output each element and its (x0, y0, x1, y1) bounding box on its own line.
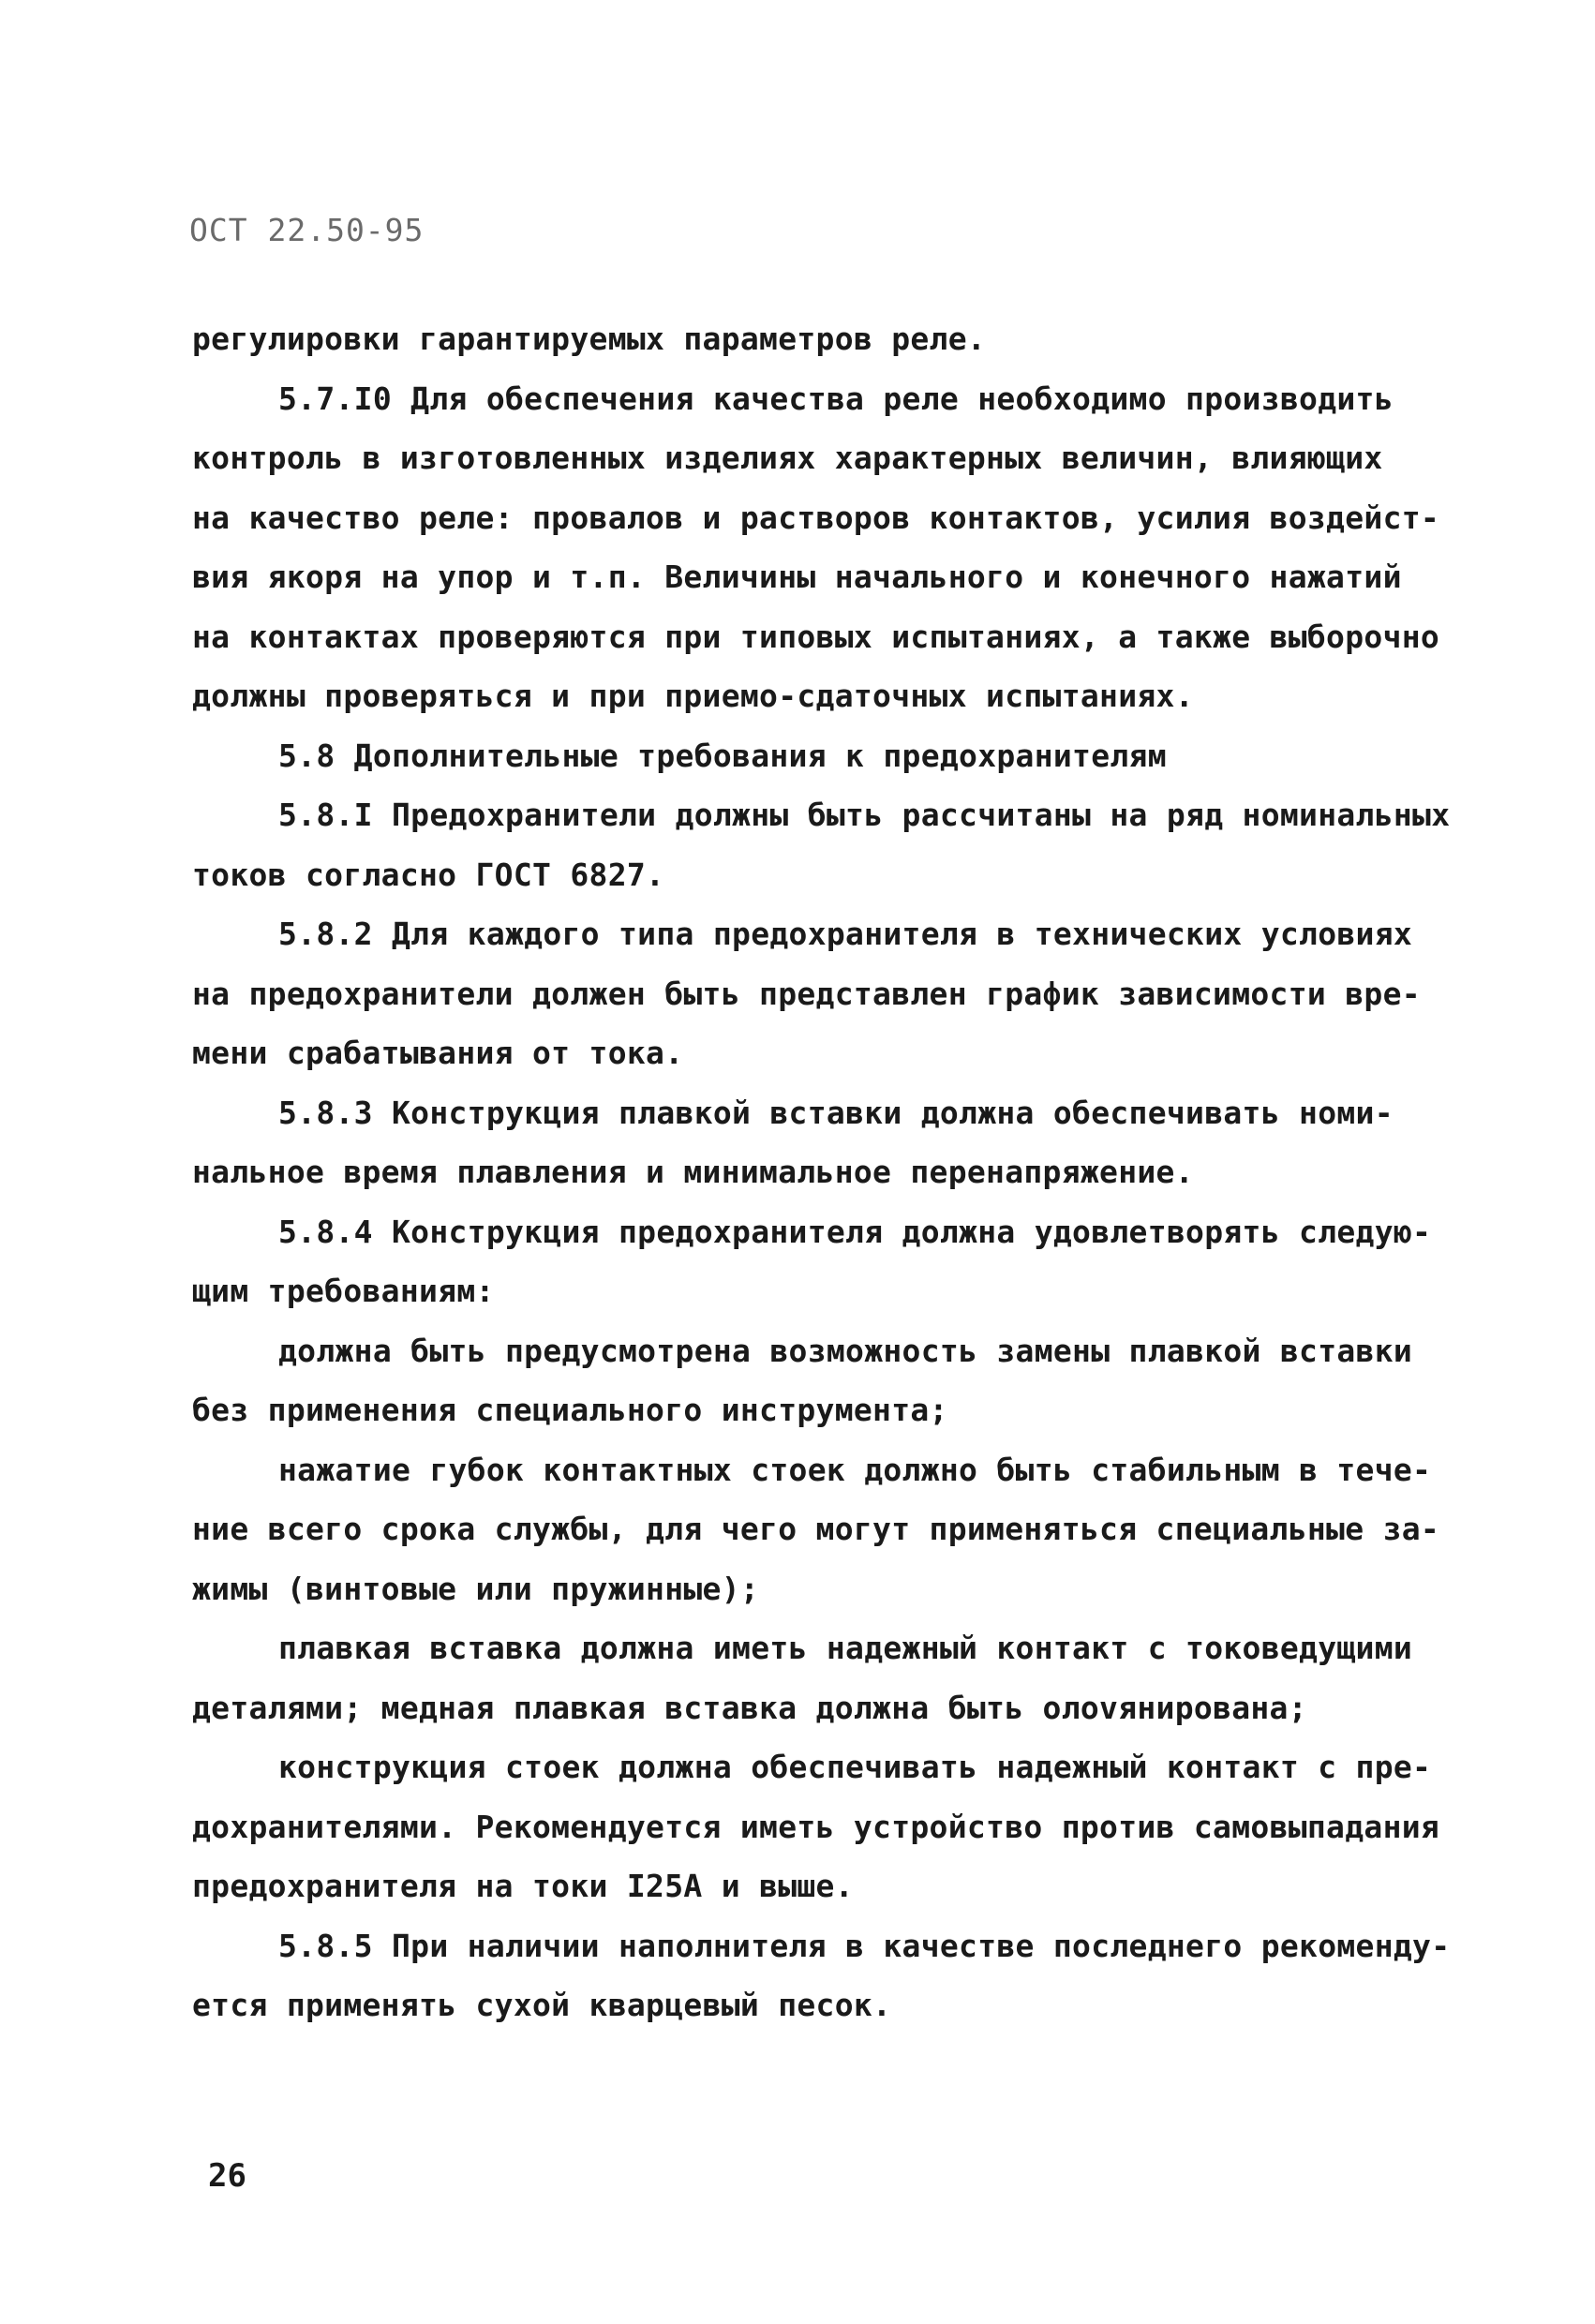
text-line: жимы (винтовые или пружинные); (192, 1570, 760, 1607)
text-line: ние всего срока службы, для чего могут применяться специальные за- (192, 1511, 1440, 1547)
text-line: регулировки гарантируемых параметров реле. (192, 320, 987, 357)
requirement-item: нажатие губок контактных стоек должно быть стабильным в тече- (278, 1451, 1432, 1488)
paragraph-5-7-10: 5.7.I0 Для обеспечения качества реле необходимо производить (278, 380, 1394, 417)
text-line: вия якоря на упор и т.п. Величины начального и конечного нажатий (192, 559, 1402, 595)
paragraph-5-8-3: 5.8.3 Конструкция плавкой вставки должна обеспечивать номи- (278, 1094, 1394, 1131)
text-line: деталями; медная плавкая вставка должна быть олovянирована; (192, 1689, 1307, 1726)
text-line: дохранителями. Рекомендуется иметь устройство против самовыпадания (192, 1808, 1440, 1845)
text-line: предохранителя на токи I25A и выше. (192, 1868, 854, 1904)
requirement-item: конструкция стоек должна обеспечивать надежный контакт с пре- (278, 1749, 1432, 1785)
body-text (192, 309, 1451, 2035)
text-line: без применения специального инструмента; (192, 1392, 948, 1428)
paragraph-5-8-4: 5.8.4 Конструкция предохранителя должна удовлетворять следую- (278, 1213, 1432, 1250)
text-line: токов согласно ГОСТ 6827. (192, 856, 665, 893)
text-line: контроль в изготовленных изделиях характерных величин, влияющих (192, 439, 1383, 476)
text-line: нальное время плавления и минимальное перенапряжение. (192, 1154, 1194, 1190)
text-line: на предохранители должен быть представлен график зависимости вре- (192, 975, 1421, 1012)
requirement-item: плавкая вставка должна иметь надежный контакт с токоведущими (278, 1630, 1413, 1666)
text-line: на качество реле: провалов и растворов контактов, усилия воздейст- (192, 499, 1440, 536)
text-line: на контактах проверяются при типовых испытаниях, а также выборочно (192, 618, 1440, 655)
paragraph-5-8-2: 5.8.2 Для каждого типа предохранителя в технических условиях (278, 916, 1413, 952)
paragraph-5-8-1: 5.8.I Предохранители должны быть рассчитаны на ряд номинальных (278, 797, 1451, 833)
text-line: мени срабатывания от тока. (192, 1035, 684, 1071)
page-number: 26 (208, 2157, 246, 2195)
paragraph-5-8-5: 5.8.5 При наличии наполнителя в качестве последнего рекоменду- (278, 1927, 1451, 1964)
document-header: ОСТ 22.50-95 (189, 212, 425, 248)
text-line: должны проверяться и при приемо-сдаточных испытаниях. (192, 678, 1194, 714)
text-line: щим требованиям: (192, 1273, 495, 1309)
requirement-item: должна быть предусмотрена возможность замены плавкой вставки (278, 1332, 1413, 1369)
section-heading-5-8: 5.8 Дополнительные требования к предохранителям (278, 737, 1167, 774)
text-line: ется применять сухой кварцевый песок. (192, 1987, 892, 2023)
